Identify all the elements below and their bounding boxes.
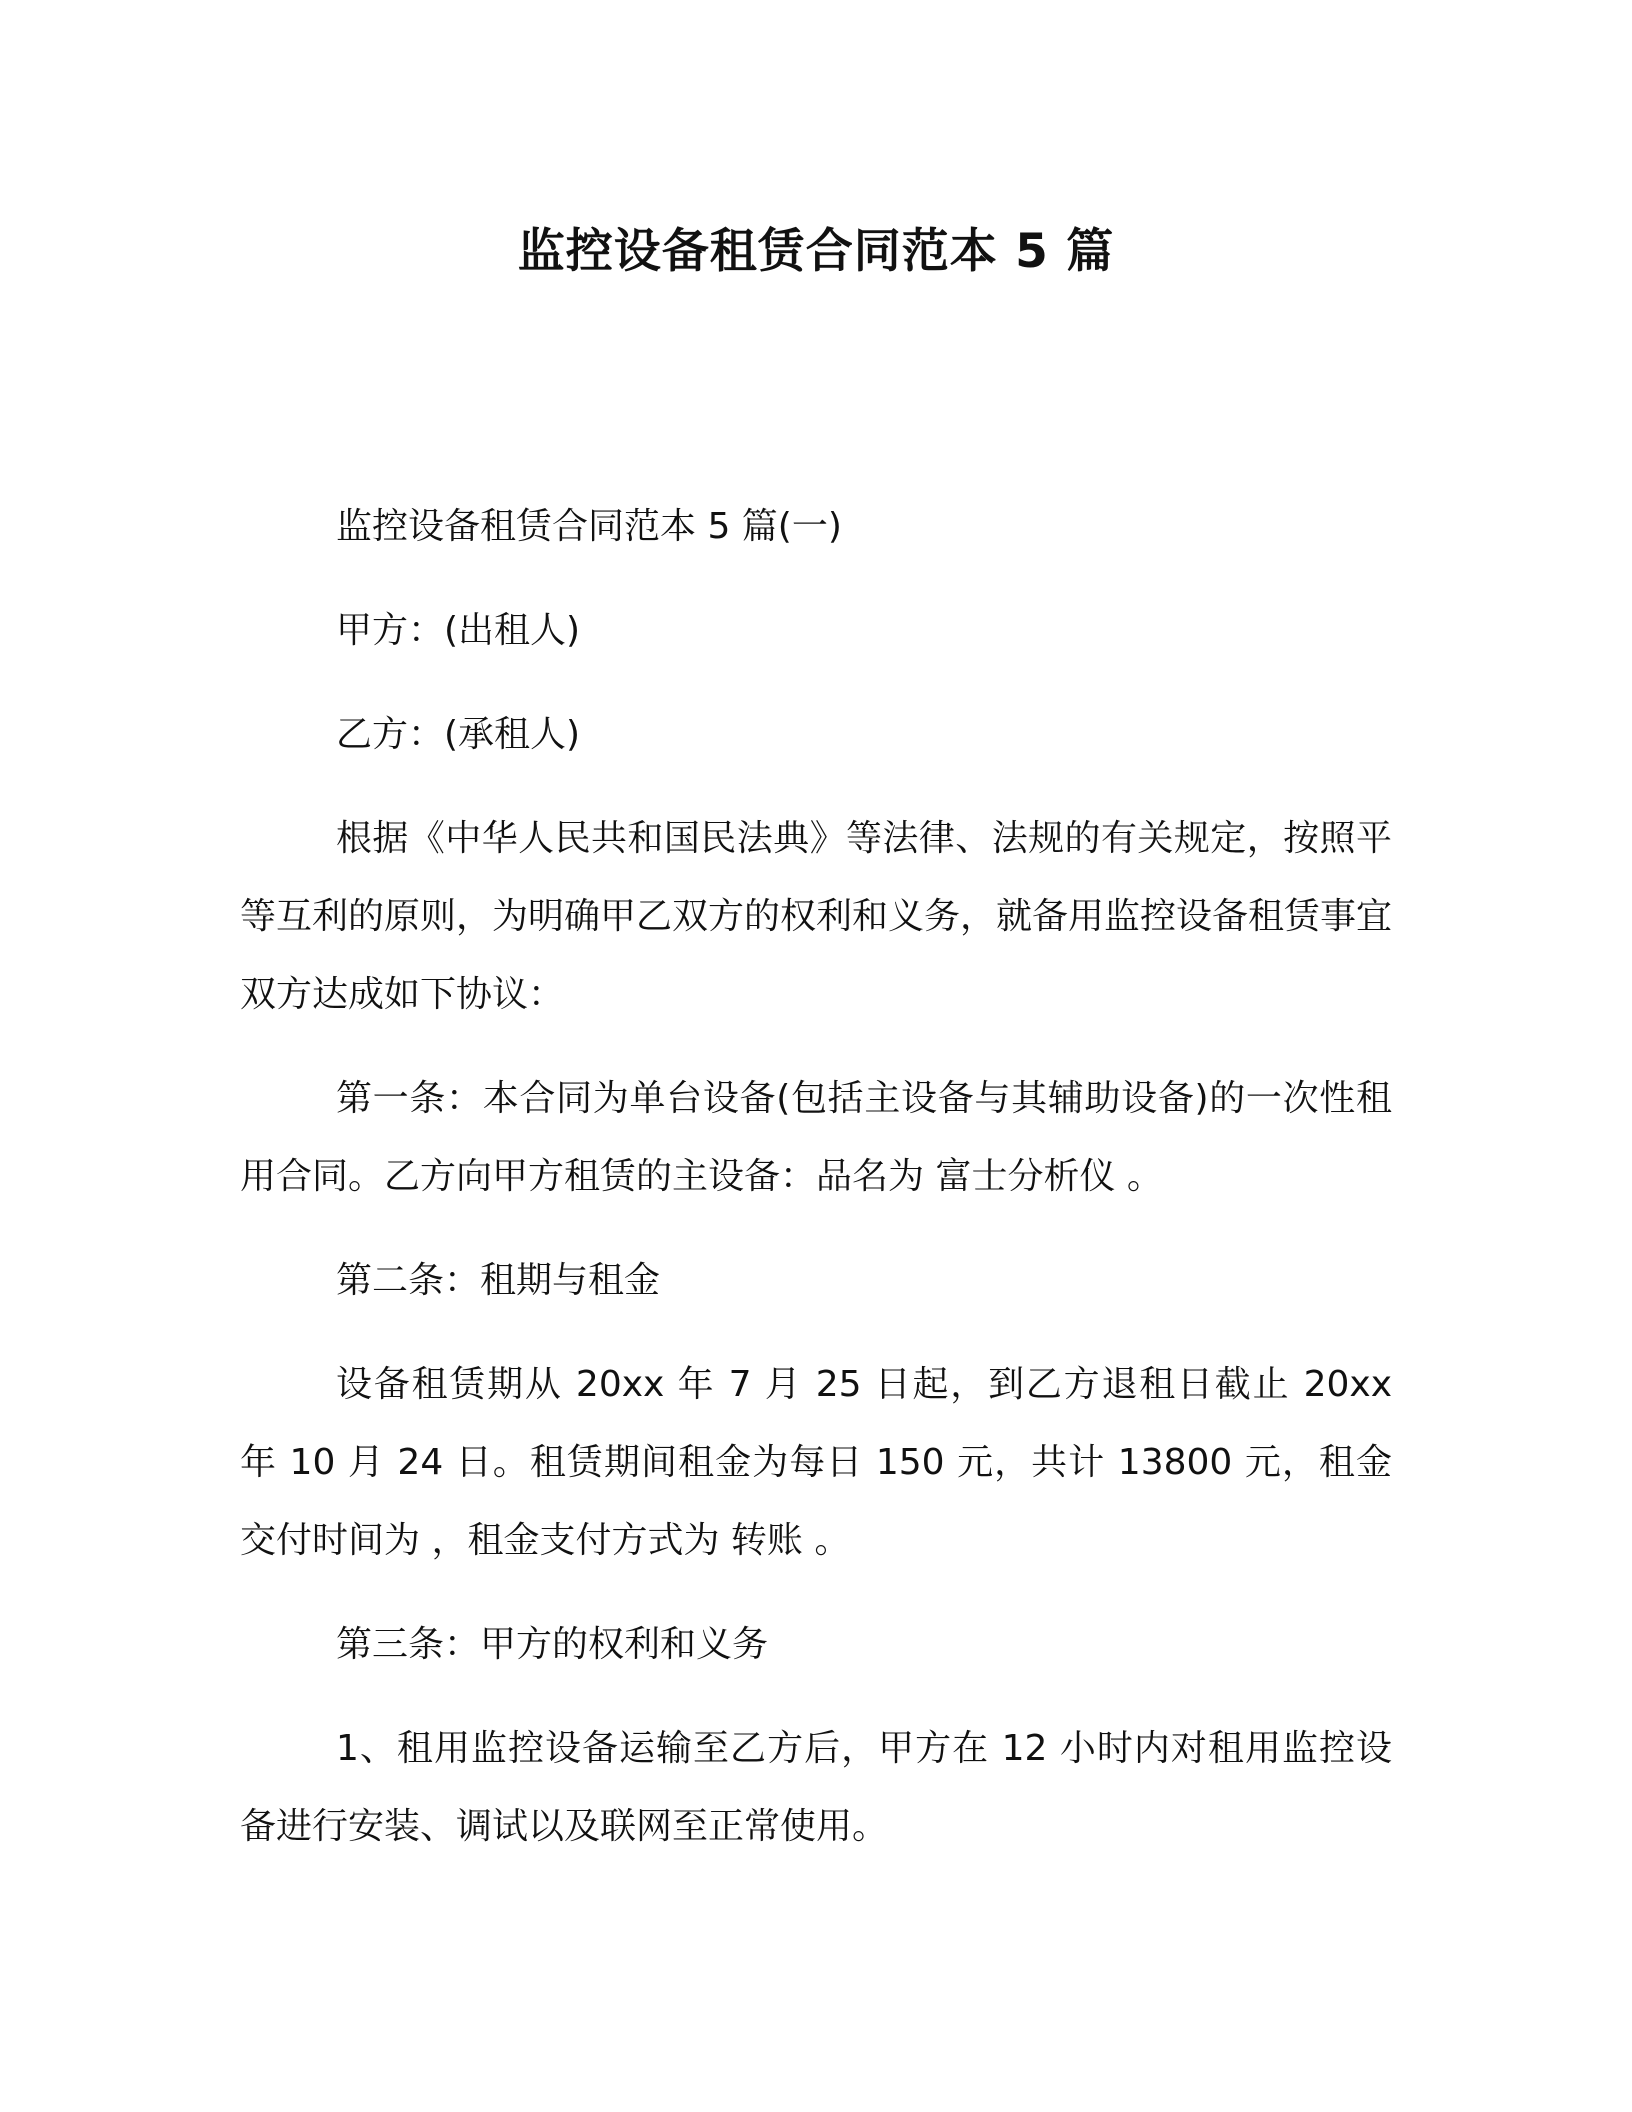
article-3-heading: 第三条：甲方的权利和义务 — [336, 1624, 769, 1665]
article-1-paragraph: 第一条：本合同为单台设备(包括主设备与其辅助设备)的一次性租用合同。乙方向甲方租赁的主设备：品名为 富士分析仪 。 — [240, 1078, 1392, 1197]
section-heading: 监控设备租赁合同范本 5 篇(一) — [336, 506, 842, 547]
document-title: 监控设备租赁合同范本 5 篇 — [517, 224, 1115, 279]
party-b-line: 乙方：(承租人) — [336, 714, 581, 755]
preamble-paragraph: 根据《中华人民共和国民法典》等法律、法规的有关规定，按照平等互利的原则，为明确甲乙双方的权利和义务，就备用监控设备租赁事宜双方达成如下协议： — [240, 818, 1393, 1015]
party-a-line: 甲方：(出租人) — [336, 610, 581, 651]
lease-term-paragraph: 设备租赁期从 20xx 年 7 月 25 日起，到乙方退租日截止 20xx 年 10 月 24 日。租赁期间租金为每日 150 元，共计 13800 元，租金交付时间为 ，租金支付方式为 转账 。 — [240, 1364, 1392, 1561]
document-body — [240, 488, 1392, 1892]
article-2-heading: 第二条：租期与租金 — [336, 1260, 661, 1301]
clause-1-paragraph: 1、租用监控设备运输至乙方后，甲方在 12 小时内对租用监控设备进行安装、调试以及联网至正常使用。 — [240, 1728, 1392, 1847]
